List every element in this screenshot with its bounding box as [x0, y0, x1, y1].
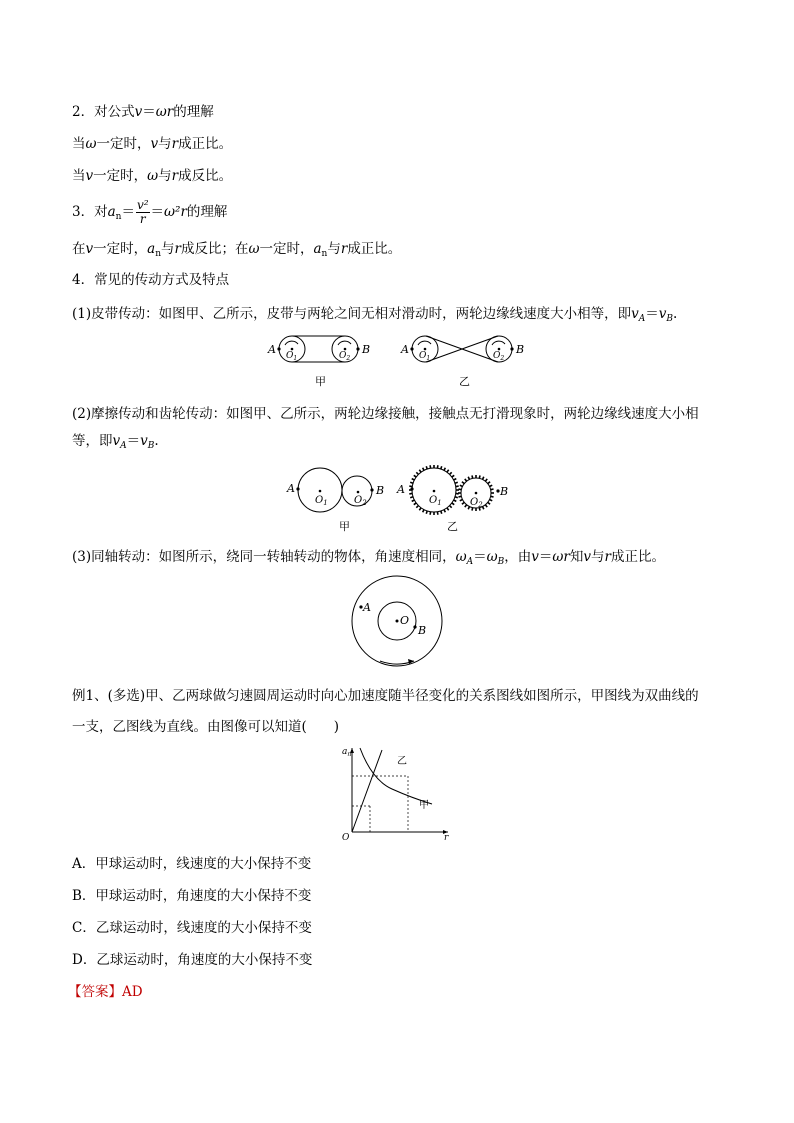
section-2-line-b: 当v一定时，ω与r成反比。: [72, 168, 233, 184]
gear-tooth: [444, 510, 445, 513]
label-o2: $O_2$: [493, 351, 505, 362]
label-o2: $O_2$: [354, 495, 367, 507]
fraction: $\frac{\text{v²}}{r}$: [136, 198, 149, 226]
gear-tooth: [423, 468, 424, 471]
caption-jia: 甲: [339, 520, 350, 533]
label-o: O: [400, 614, 410, 627]
gear-tooth: [412, 479, 415, 480]
y-axis-label: $a_n$: [342, 747, 352, 758]
label-yi: 乙: [397, 756, 407, 767]
gear-tooth: [468, 477, 469, 480]
answer-value: AD: [122, 984, 143, 1000]
label-a: A: [268, 343, 276, 356]
gear-tooth: [450, 506, 452, 508]
belt-drive-paragraph: (1)皮带传动：如图甲、乙所示，皮带与两轮之间无相对滑动时，两轮边缘线速度大小相等，即$v_A=v_B$.: [72, 306, 678, 324]
label-b: B: [500, 485, 509, 498]
caption-jia: 甲: [315, 375, 326, 388]
gear-tooth: [450, 472, 452, 474]
coaxial-paragraph: (3)同轴转动：如图所示，绕同一转轴转动的物体，角速度相同，$\omega_A=\omega_B$，由v＝ωr知v与r成正比。: [72, 549, 665, 567]
line-yi: [352, 750, 382, 832]
gear-tooth: [472, 508, 473, 511]
gear-tooth: [479, 475, 480, 478]
coaxial-figure: [345, 575, 455, 670]
gear-tooth: [426, 466, 427, 469]
gear-tooth: [414, 475, 416, 477]
gear-tooth: [410, 497, 413, 498]
origin-label: O: [342, 833, 350, 843]
gear-tooth: [455, 482, 458, 483]
gear-tooth: [423, 510, 424, 513]
answer-line: [68, 983, 143, 1001]
gear-tooth: [414, 503, 416, 505]
label-jia: 甲: [419, 800, 429, 811]
option-a: A．甲球运动时，线速度的大小保持不变: [72, 856, 312, 872]
gear-tooth: [447, 508, 449, 510]
friction-gear-figure: [283, 460, 523, 535]
label-a: A: [287, 482, 295, 495]
label-b: B: [418, 624, 427, 637]
option-c: C．乙球运动时，线速度的大小保持不变: [72, 920, 312, 936]
gear-tooth: [491, 489, 494, 490]
gear-tooth: [412, 500, 415, 501]
label-a: A: [363, 601, 371, 614]
gear-tooth: [454, 479, 457, 480]
gear-tooth: [426, 511, 427, 514]
gear-tooth: [465, 505, 467, 507]
gear-tooth: [488, 482, 490, 484]
an-r-graph: [340, 742, 455, 843]
gear-tooth: [454, 500, 457, 501]
gear-tooth: [483, 507, 484, 510]
label-b: B: [376, 484, 385, 497]
label-a: A: [397, 483, 405, 496]
gear-tooth: [455, 497, 458, 498]
gear-tooth: [460, 485, 463, 486]
gear-tooth: [452, 503, 454, 505]
section-3-heading: 3．对$a_n=$ $\frac{\text{v²}}{r}$ ＝ω²r的理解: [72, 198, 228, 226]
section-2-heading: 2．对公式v＝ωr的理解: [72, 104, 214, 120]
section-4-heading: 4．常见的传动方式及特点: [72, 272, 230, 288]
gear-tooth: [441, 466, 442, 469]
example-line-1: 例1、(多选)甲、乙两球做匀速圆周运动时向心加速度随半径变化的关系图线如图所示，甲图线为双曲线的: [72, 688, 699, 704]
gear-tooth: [416, 472, 418, 474]
label-o1: $O_1$: [429, 495, 442, 507]
option-d: D．乙球运动时，角速度的大小保持不变: [72, 952, 313, 968]
gear-tooth: [462, 502, 464, 504]
section-2-line-a: 当ω一定时，v与r成正比。: [72, 136, 233, 152]
answer-tag: 【答案】: [68, 984, 122, 1000]
label-o2: $O_2$: [470, 497, 483, 509]
option-b: B．甲球运动时，角速度的大小保持不变: [72, 888, 312, 904]
gear-tooth: [410, 482, 413, 483]
gear-tooth: [447, 470, 449, 472]
gear-tooth: [462, 482, 464, 484]
caption-yi: 乙: [459, 375, 470, 388]
caption-yi: 乙: [447, 520, 458, 533]
gear-tooth: [485, 505, 487, 507]
gear-tooth: [490, 500, 493, 501]
label-o1: $O_1$: [286, 351, 298, 362]
gear-tooth: [472, 475, 473, 478]
gear-tooth: [488, 502, 490, 504]
belt-drive-figure: [265, 333, 535, 391]
gear-tooth: [485, 479, 487, 481]
gear-tooth: [452, 475, 454, 477]
gear-tooth: [419, 470, 421, 472]
label-o1: $O_1$: [419, 351, 431, 362]
gear-tooth: [465, 479, 467, 481]
gear-tooth: [483, 477, 484, 480]
gear-tooth: [419, 508, 421, 510]
gear-tooth: [491, 496, 494, 497]
gear-tooth: [458, 496, 461, 497]
label-b: B: [362, 343, 371, 356]
label-o2: $O_2$: [339, 351, 351, 362]
gear-tooth: [458, 489, 461, 490]
friction-gear-paragraph-1: (2)摩擦传动和齿轮传动：如图甲、乙所示，两轮边缘接触，接触点无打滑现象时，两轮边缘线速度大小相: [72, 406, 699, 422]
label-b: B: [516, 343, 525, 356]
label-o1: $O_1$: [315, 495, 328, 507]
gear-tooth: [444, 468, 445, 471]
friction-gear-paragraph-2: 等，即$v_A=v_B$.: [72, 433, 159, 451]
example-line-2: 一支，乙图线为直线。由图像可以知道( ): [72, 719, 340, 735]
label-a: A: [401, 343, 409, 356]
gear-tooth: [490, 485, 493, 486]
section-3-line: 在v一定时，$a_n$与r成反比；在ω一定时，$a_n$与r成正比。: [72, 241, 402, 259]
gear-tooth: [416, 506, 418, 508]
gear-tooth: [460, 500, 463, 501]
gear-tooth: [441, 511, 442, 514]
guide-lines: [352, 776, 408, 832]
x-axis-label: r: [444, 833, 449, 843]
